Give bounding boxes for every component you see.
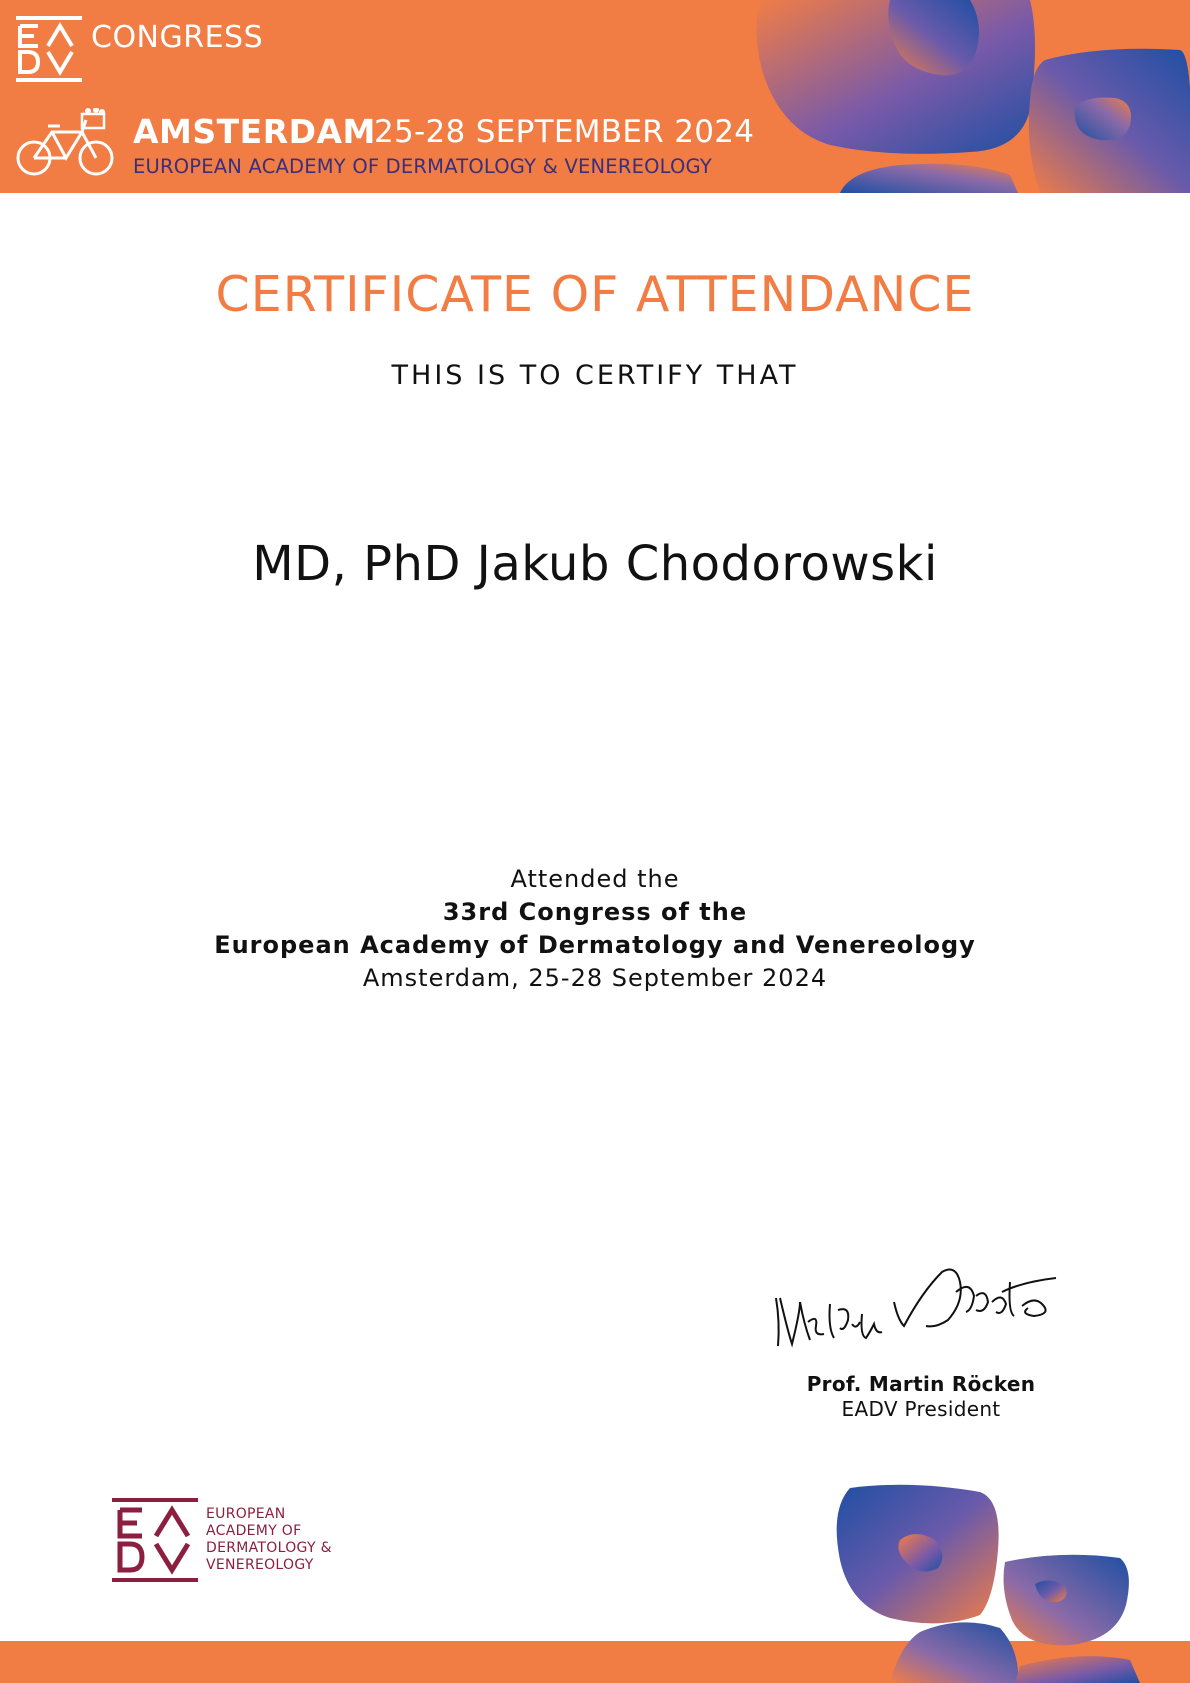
decorative-shapes: [740, 0, 1190, 193]
academy-name: EUROPEAN ACADEMY OF DERMATOLOGY & VENEREOLOGY: [133, 155, 713, 178]
congress-label: CONGRESS: [91, 20, 264, 55]
footer-decorative-shapes: [830, 1480, 1190, 1683]
attended-line: Attended the: [510, 865, 680, 893]
city-name: AMSTERDAM: [133, 112, 376, 151]
eadv-logo-icon: [16, 16, 82, 82]
certificate-title: CERTIFICATE OF ATTENDANCE: [215, 266, 975, 323]
signatory-name: Prof. Martin Röcken: [806, 1372, 1036, 1396]
signatory-role: EADV President: [841, 1397, 1001, 1421]
congress-dates: 25-28 SEPTEMBER 2024: [374, 114, 755, 150]
academy-line: European Academy of Dermatology and Venereology: [214, 931, 976, 959]
footer-academy-line: VENEREOLOGY: [206, 1557, 314, 1573]
recipient-name: MD, PhD Jakub Chodorowski: [252, 536, 938, 592]
signature-image: [770, 1262, 1060, 1352]
footer-academy-line: DERMATOLOGY &: [206, 1540, 332, 1556]
location-date-line: Amsterdam, 25-28 September 2024: [362, 964, 828, 992]
footer-academy-line: ACADEMY OF: [206, 1523, 302, 1539]
footer-academy-name: [206, 1506, 332, 1574]
bicycle-icon: [16, 108, 114, 178]
congress-line: 33rd Congress of the: [442, 898, 748, 926]
footer-academy-line: EUROPEAN: [206, 1506, 286, 1522]
eadv-footer-logo-icon: [112, 1498, 198, 1582]
header-banner: [0, 0, 1190, 193]
certify-line: THIS IS TO CERTIFY THAT: [391, 360, 799, 391]
